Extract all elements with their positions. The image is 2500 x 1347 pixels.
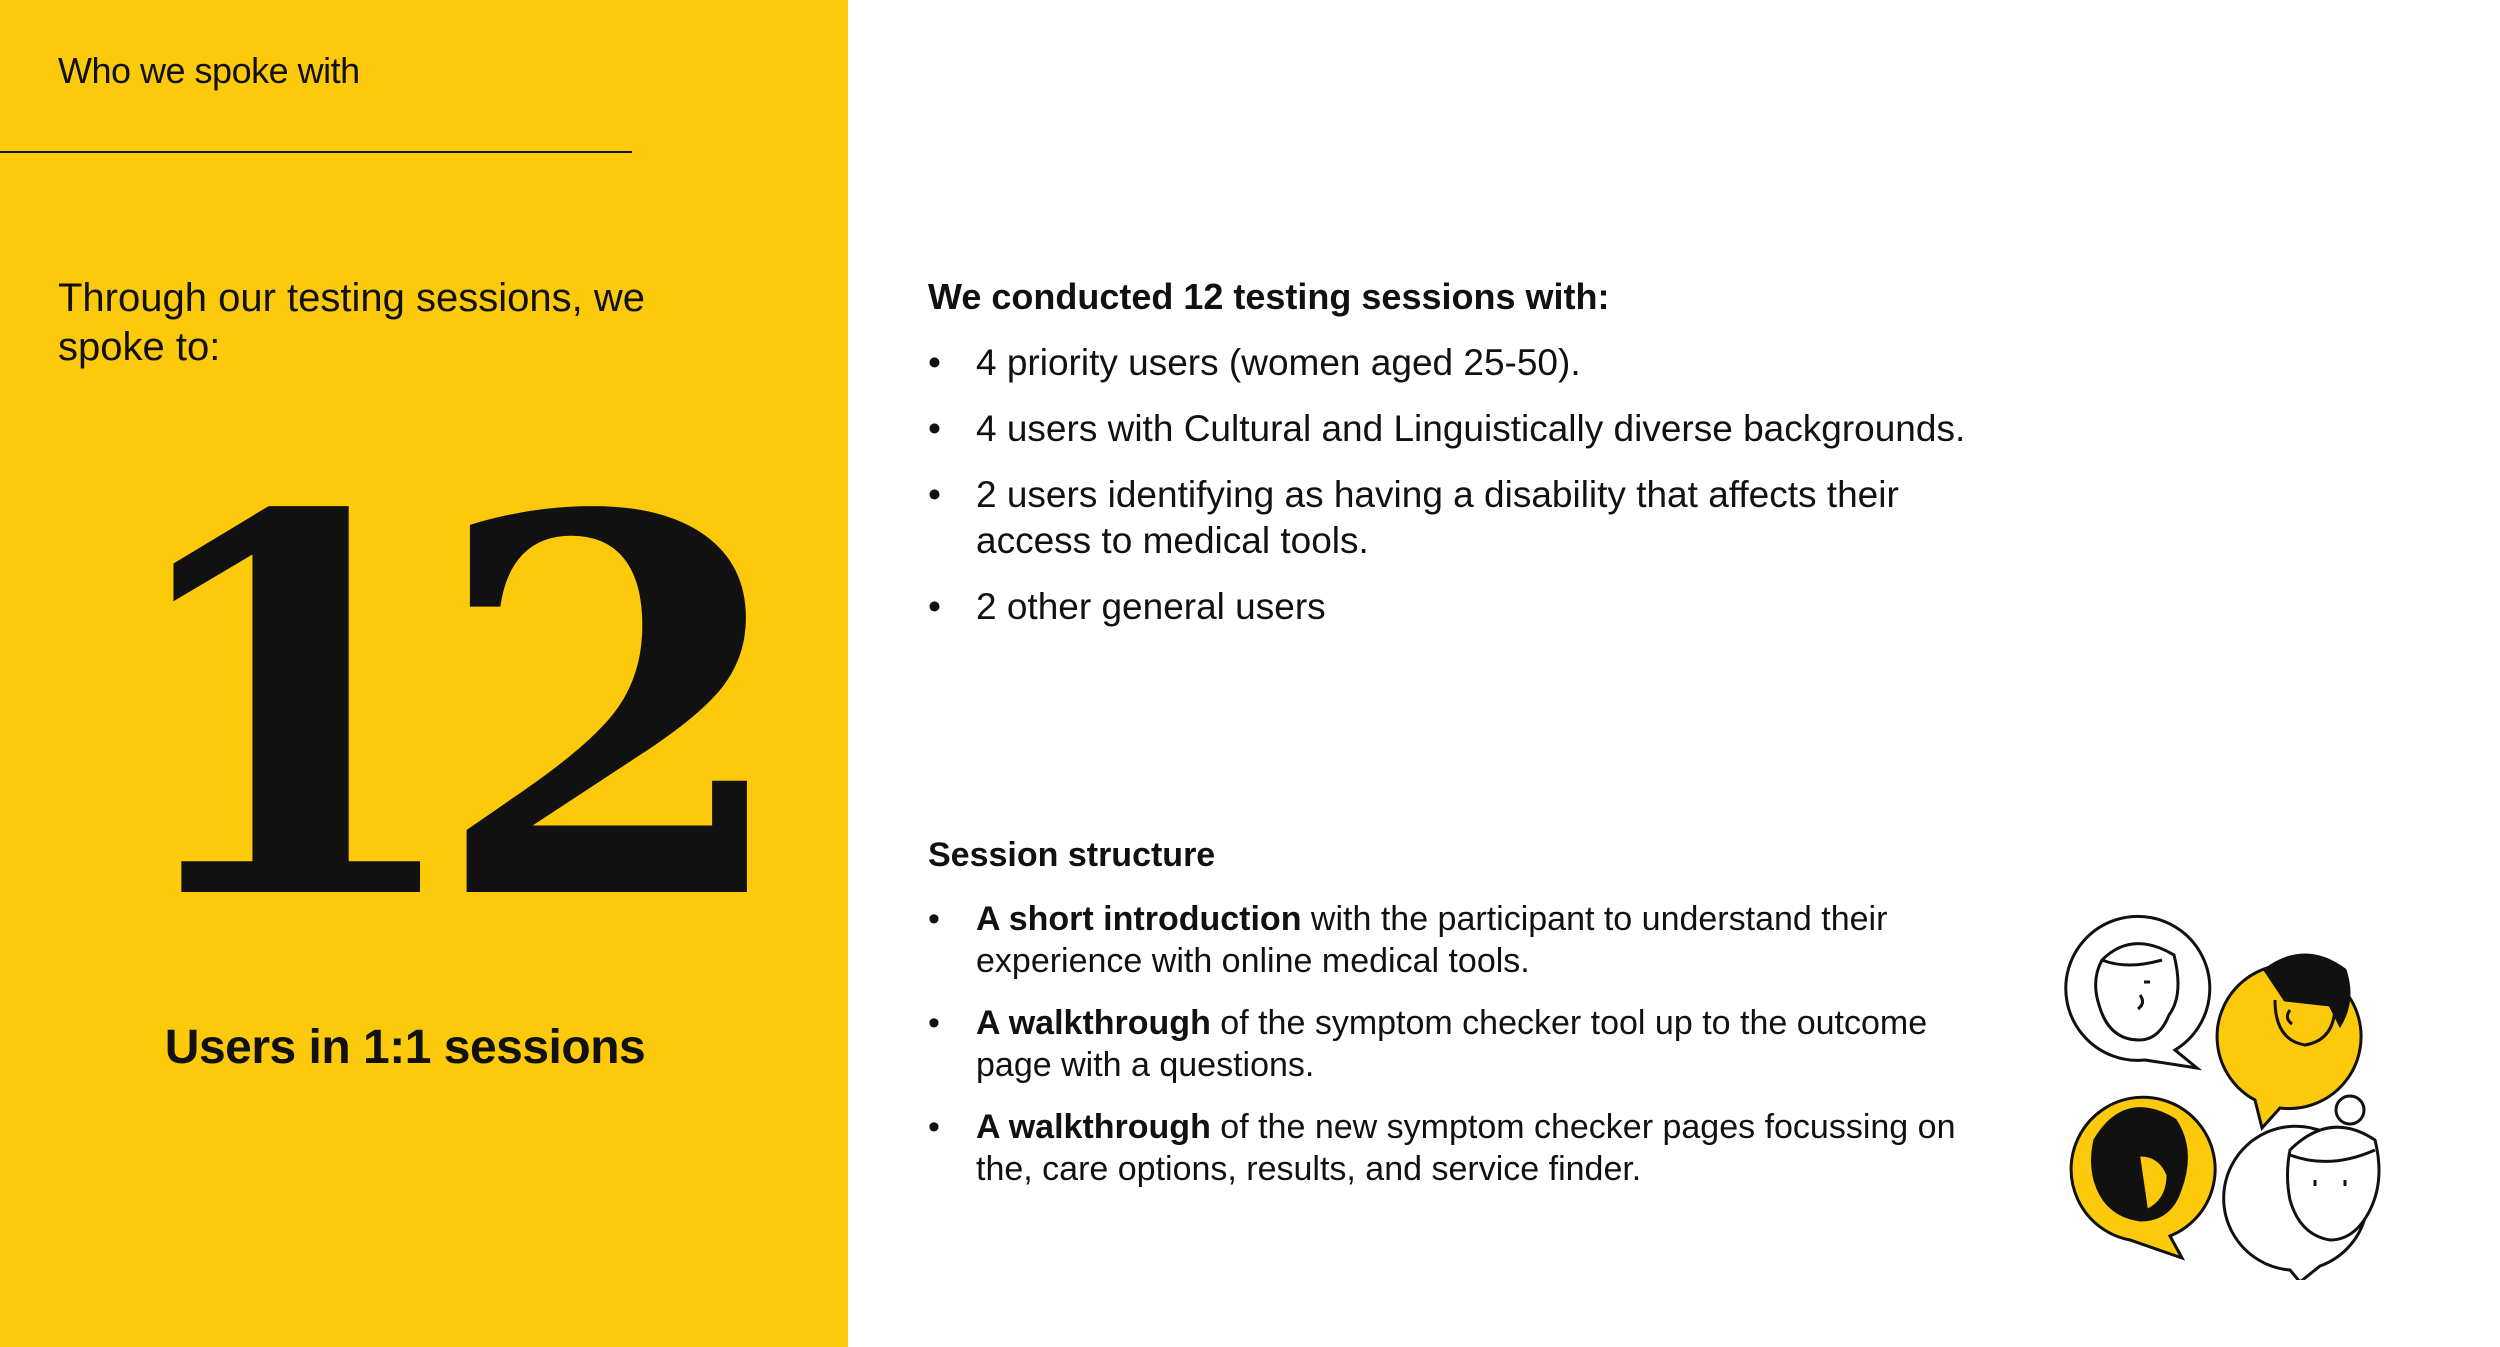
list-item [928,340,1978,386]
list-item [928,472,1978,564]
list-item-text: 2 other general users [976,586,1326,627]
intro-text: Through our testing sessions, we spoke to: [58,276,645,369]
bullet: • [928,1004,940,1042]
structure-list [928,898,1978,1210]
list-item [928,1002,1978,1086]
big-number-caption: Users in 1:1 sessions [164,1021,646,1074]
list-item [928,584,1978,630]
bullet: • [928,474,941,515]
section-label: Who we spoke with [58,50,360,91]
list-item-text: 4 priority users (women aged 25-50). [976,342,1581,383]
list-item-text: 2 users identifying as having a disability that affects their access to medical tools. [976,474,1899,561]
bullet: • [928,408,941,449]
list-item-text: of the symptom checker tool up to the outcome page with a questions. [976,1004,1928,1084]
yellow-panel [0,0,848,1347]
structure-heading: Session structure [928,836,1216,874]
list-item-text: of the new symptom checker pages focussing on the, care options, results, and service finder. [976,1108,1956,1188]
sessions-list [928,340,1978,650]
person-bubble-icon [2071,1097,2215,1258]
person-bubble-icon [2224,1096,2379,1280]
person-bubble-icon [2066,916,2210,1068]
list-item-bold: A walkthrough [976,1004,1211,1042]
section-divider [0,151,632,153]
list-item [928,406,1978,452]
bullet: • [928,342,941,383]
list-item [928,1106,1978,1190]
sessions-heading: We conducted 12 testing sessions with: [928,276,1610,317]
bullet: • [928,1108,940,1146]
speech-bubble-people-icon [2040,900,2440,1280]
list-item-bold: A walkthrough [976,1108,1211,1146]
list-item [928,898,1978,982]
list-item-bold: A short introduction [976,900,1302,938]
big-number: 12 [110,404,754,1015]
bullet: • [928,900,940,938]
bullet: • [928,586,941,627]
list-item-text: 4 users with Cultural and Linguistically diverse backgrounds. [976,408,1966,449]
list-item-text: with the participant to understand their experience with online medical tools. [976,900,1888,980]
